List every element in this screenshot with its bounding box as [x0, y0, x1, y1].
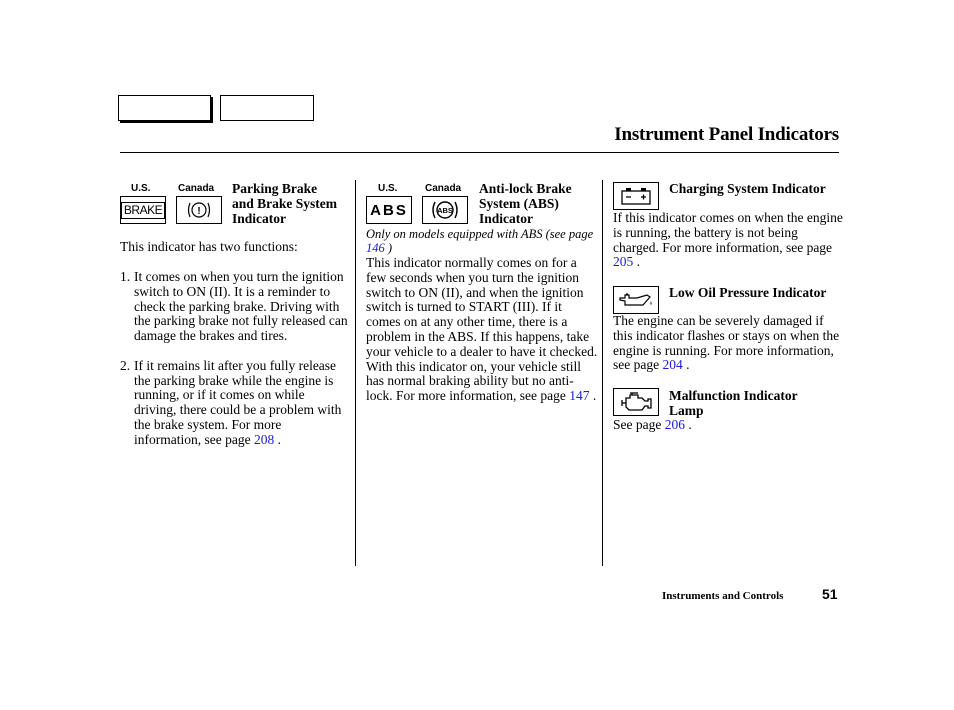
oil-pressure-heading: Low Oil Pressure Indicator: [669, 285, 827, 300]
charging-description: If this indicator comes on when the engine is running, the battery is not being charged. For more information, see page 205 .: [613, 210, 843, 270]
engine-icon: [613, 388, 659, 416]
page-link-208[interactable]: 208: [253, 431, 275, 447]
page-link-205[interactable]: 205: [613, 254, 634, 270]
svg-text:ABS: ABS: [437, 206, 453, 215]
label-canada: Canada: [425, 183, 462, 194]
column-divider-1: [355, 180, 356, 566]
oil-pressure-description: The engine can be severely damaged if this indicator flashes or stays on when the engine is running. For more information, see page 204 .: [613, 313, 840, 373]
brake-warning-icon: [176, 196, 222, 224]
page-link-147[interactable]: 147: [569, 388, 590, 404]
header-rule: [120, 152, 839, 153]
parking-brake-intro: This indicator has two functions:: [120, 239, 298, 254]
brake-indicator-icon: [120, 196, 166, 224]
label-us: U.S.: [378, 183, 398, 194]
label-canada: Canada: [178, 183, 215, 194]
footer-section-title: Instruments and Controls: [662, 590, 784, 602]
abs-description: This indicator normally comes on for a few seconds when you turn the ignition switch to ON (II), and when the ignition switch is turned to START (III). If it comes on at any other time, there is a problem in the ABS. If this happens, take your vehicle to a dealer to have it checked. With this indicator on, your vehicle still has normal braking ability but no anti-lock. For more information, see page 147 .: [366, 255, 598, 404]
parking-brake-functions: [120, 270, 348, 462]
abs-symbol-icon: [422, 196, 468, 224]
brake-text-icon: BRAKE: [121, 202, 165, 219]
page-link-204[interactable]: 204: [662, 357, 683, 373]
malfunction-description: See page 206 .: [613, 417, 692, 432]
battery-icon: [613, 182, 659, 210]
abs-availability-note: Only on models equipped with ABS (see page 146 ): [366, 227, 594, 255]
abs-heading: Anti-lock Brake System (ABS) Indicator: [479, 181, 572, 226]
column-divider-2: [602, 180, 603, 566]
page-title: Instrument Panel Indicators: [614, 124, 839, 145]
charging-heading: Charging System Indicator: [669, 181, 826, 196]
list-item: 1. It comes on when you turn the ignition switch to ON (II). It is a reminder to check the parking brake. Driving with the parking brake not fully released can damage the brakes and tires.: [120, 269, 348, 344]
label-us: U.S.: [131, 183, 151, 194]
list-item: 2. If it remains lit after you fully release the parking brake while the engine is running, or if it comes on while driving, there could be a problem with the brake system. For more information, see page 208 .: [120, 357, 342, 447]
malfunction-heading: Malfunction Indicator Lamp: [669, 388, 798, 418]
parking-brake-heading: Parking Brake and Brake System Indicator: [232, 181, 338, 226]
page-link-206[interactable]: 206: [664, 417, 685, 432]
nav-button-index[interactable]: [220, 95, 314, 121]
exclamation-glyph: !: [197, 206, 201, 217]
oil-can-icon: [613, 286, 659, 314]
nav-button-main-menu[interactable]: [118, 95, 211, 121]
page-number: 51: [822, 586, 838, 602]
page-link-146[interactable]: 146: [366, 241, 385, 255]
abs-text-icon: ABS: [366, 196, 412, 224]
